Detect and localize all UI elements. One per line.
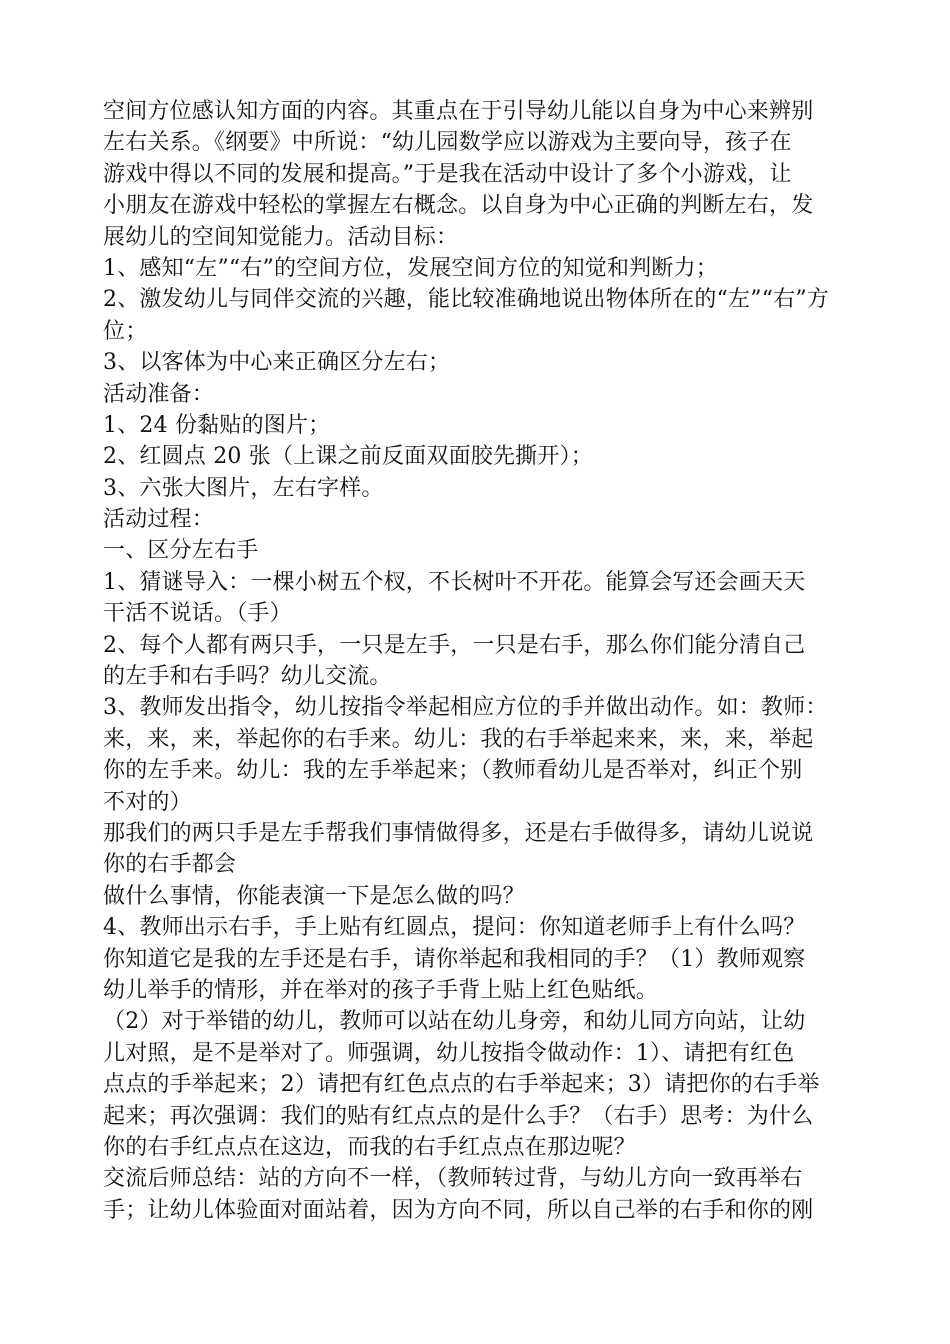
text-line: 3、教师发出指令，幼儿按指令举起相应方位的手并做出动作。如：教师： (103, 695, 828, 721)
text-line: 起来；再次强调：我们的贴有红点点的是什么手？（右手）思考：为什么 (103, 1103, 814, 1129)
text-line: 你的右手都会 (103, 852, 237, 878)
prep-item-1: 1、24 份黏贴的图片； (103, 412, 331, 438)
text-line: 那我们的两只手是左手帮我们事情做得多，还是右手做得多，请幼儿说说 (103, 820, 814, 846)
text-line: 1、猜谜导入：一棵小树五个杈，不长树叶不开花。能算会写还会画天天 (103, 569, 806, 595)
text-line: 2、每个人都有两只手，一只是左手，一只是右手，那么你们能分清自己 (103, 632, 806, 658)
document-body (103, 96, 863, 1226)
goal-item-1: 1、感知“左”“右”的空间方位，发展空间方位的知觉和判断力； (103, 255, 718, 281)
text-line: 你的左手来。幼儿：我的左手举起来；（教师看幼儿是否举对，纠正个别 (103, 758, 803, 784)
text-line: 你知道它是我的左手还是右手，请你举起和我相同的手？（1）教师观察 (103, 946, 806, 972)
text-line: 交流后师总结：站的方向不一样，（教师转过背，与幼儿方向一致再举右 (103, 1166, 803, 1192)
text-line: 不对的） (103, 789, 192, 815)
prep-item-3: 3、六张大图片，左右字样。 (103, 475, 384, 501)
text-line: 的左手和右手吗？幼儿交流。 (103, 664, 392, 690)
text-line: 幼儿举手的情形，并在举对的孩子手背上贴上红色贴纸。 (103, 977, 659, 1003)
section-heading-process: 活动过程： (103, 507, 215, 533)
text-line: 空间方位感认知方面的内容。其重点在于引导幼儿能以自身为中心来辨别 (103, 99, 814, 124)
section-heading-preparation: 活动准备： (103, 381, 215, 407)
text-line: 4、教师出示右手，手上贴有红圆点，提问：你知道老师手上有什么吗？ (103, 915, 806, 941)
goal-item-2: 2、激发幼儿与同伴交流的兴趣，能比较准确地说出物体所在的“左”“右”方 (103, 287, 829, 313)
text-line: 左右关系。《纲要》中所说：“幼儿园数学应以游戏为主要向导，孩子在 (103, 130, 792, 156)
text-line: 你的右手红点点在这边，而我的右手红点点在那边呢？ (103, 1134, 636, 1160)
text-line: （2）对于举错的幼儿，教师可以站在幼儿身旁，和幼儿同方向站，让幼 (103, 1009, 806, 1035)
text-line: 展幼儿的空间知觉能力。活动目标： (103, 224, 459, 250)
goal-item-3: 3、以客体为中心来正确区分左右； (103, 350, 451, 376)
text-line: 小朋友在游戏中轻松的掌握左右概念。以自身为中心正确的判断左右，发 (103, 193, 814, 219)
text-line: 游戏中得以不同的发展和提高。”于是我在活动中设计了多个小游戏，让 (103, 161, 792, 187)
text-line: 儿对照，是不是举对了。师强调，幼儿按指令做动作：1）、请把有红色 (103, 1040, 795, 1066)
prep-item-2: 2、红圆点 20 张（上课之前反面双面胶先撕开）； (103, 444, 593, 470)
text-line: 手；让幼儿体验面对面站着，因为方向不同，所以自己举的右手和你的刚 (103, 1197, 814, 1223)
text-line: 点点的手举起来；2）请把有红色点点的右手举起来；3）请把你的右手举 (103, 1072, 820, 1098)
text-line: 干活不说话。（手） (103, 601, 292, 627)
subsection-heading: 一、区分左右手 (103, 538, 259, 564)
text-line: 做什么事情，你能表演一下是怎么做的吗？ (103, 883, 525, 909)
text-line: 来，来，来，举起你的右手来。幼儿：我的右手举起来来，来，来，举起 (103, 726, 814, 752)
text-line: 位； (103, 318, 148, 344)
